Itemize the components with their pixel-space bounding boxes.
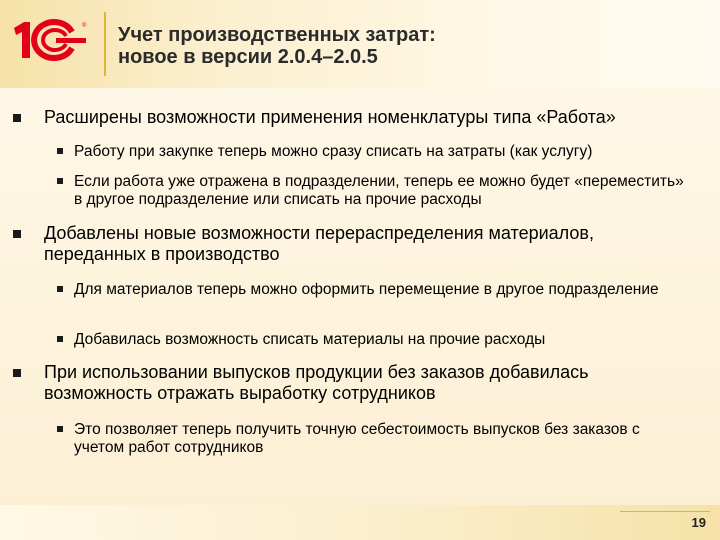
square-bullet-icon bbox=[13, 114, 21, 122]
sub-bullet-item bbox=[74, 331, 694, 349]
bullet-text: Расширены возможности применения номенклатуры типа «Работа» bbox=[44, 107, 616, 127]
footer-divider bbox=[620, 511, 710, 512]
sub-bullet-text: Работу при закупке теперь можно сразу списать на затраты (как услугу) bbox=[74, 143, 593, 160]
square-bullet-icon bbox=[57, 426, 63, 432]
square-bullet-icon bbox=[57, 178, 63, 184]
sub-bullet-item bbox=[74, 421, 694, 457]
sub-bullet-text: Для материалов теперь можно оформить перемещение в другое подразделение bbox=[74, 281, 659, 298]
sub-bullet-item bbox=[74, 173, 694, 209]
bullet-item bbox=[44, 107, 694, 128]
bullet-item bbox=[44, 362, 694, 404]
square-bullet-icon bbox=[57, 336, 63, 342]
bullet-text: Добавлены новые возможности перераспределения материалов, переданных в производство bbox=[44, 223, 594, 264]
sub-bullet-text: Добавилась возможность списать материалы на прочие расходы bbox=[74, 331, 546, 348]
square-bullet-icon bbox=[13, 369, 21, 377]
sub-bullet-text: Если работа уже отражена в подразделении, теперь ее можно будет «переместить» в другое подразделение или списать на прочие расходы bbox=[74, 173, 684, 208]
square-bullet-icon bbox=[13, 230, 21, 238]
title-line-2: новое в версии 2.0.4–2.0.5 bbox=[118, 46, 378, 68]
square-bullet-icon bbox=[57, 286, 63, 292]
title-line-1: Учет производственных затрат: bbox=[118, 24, 436, 46]
page-number: 19 bbox=[691, 515, 706, 530]
svg-text:®: ® bbox=[82, 23, 87, 29]
bullet-item bbox=[44, 223, 694, 265]
sub-bullet-item bbox=[74, 143, 694, 161]
square-bullet-icon bbox=[57, 148, 63, 154]
footer-strip bbox=[0, 505, 720, 540]
bullet-text: При использовании выпусков продукции без заказов добавилась возможность отражать выработку сотрудников bbox=[44, 362, 589, 403]
sub-bullet-text: Это позволяет теперь получить точную себестоимость выпусков без заказов с учетом работ сотрудников bbox=[74, 421, 640, 456]
sub-bullet-item bbox=[74, 281, 694, 299]
